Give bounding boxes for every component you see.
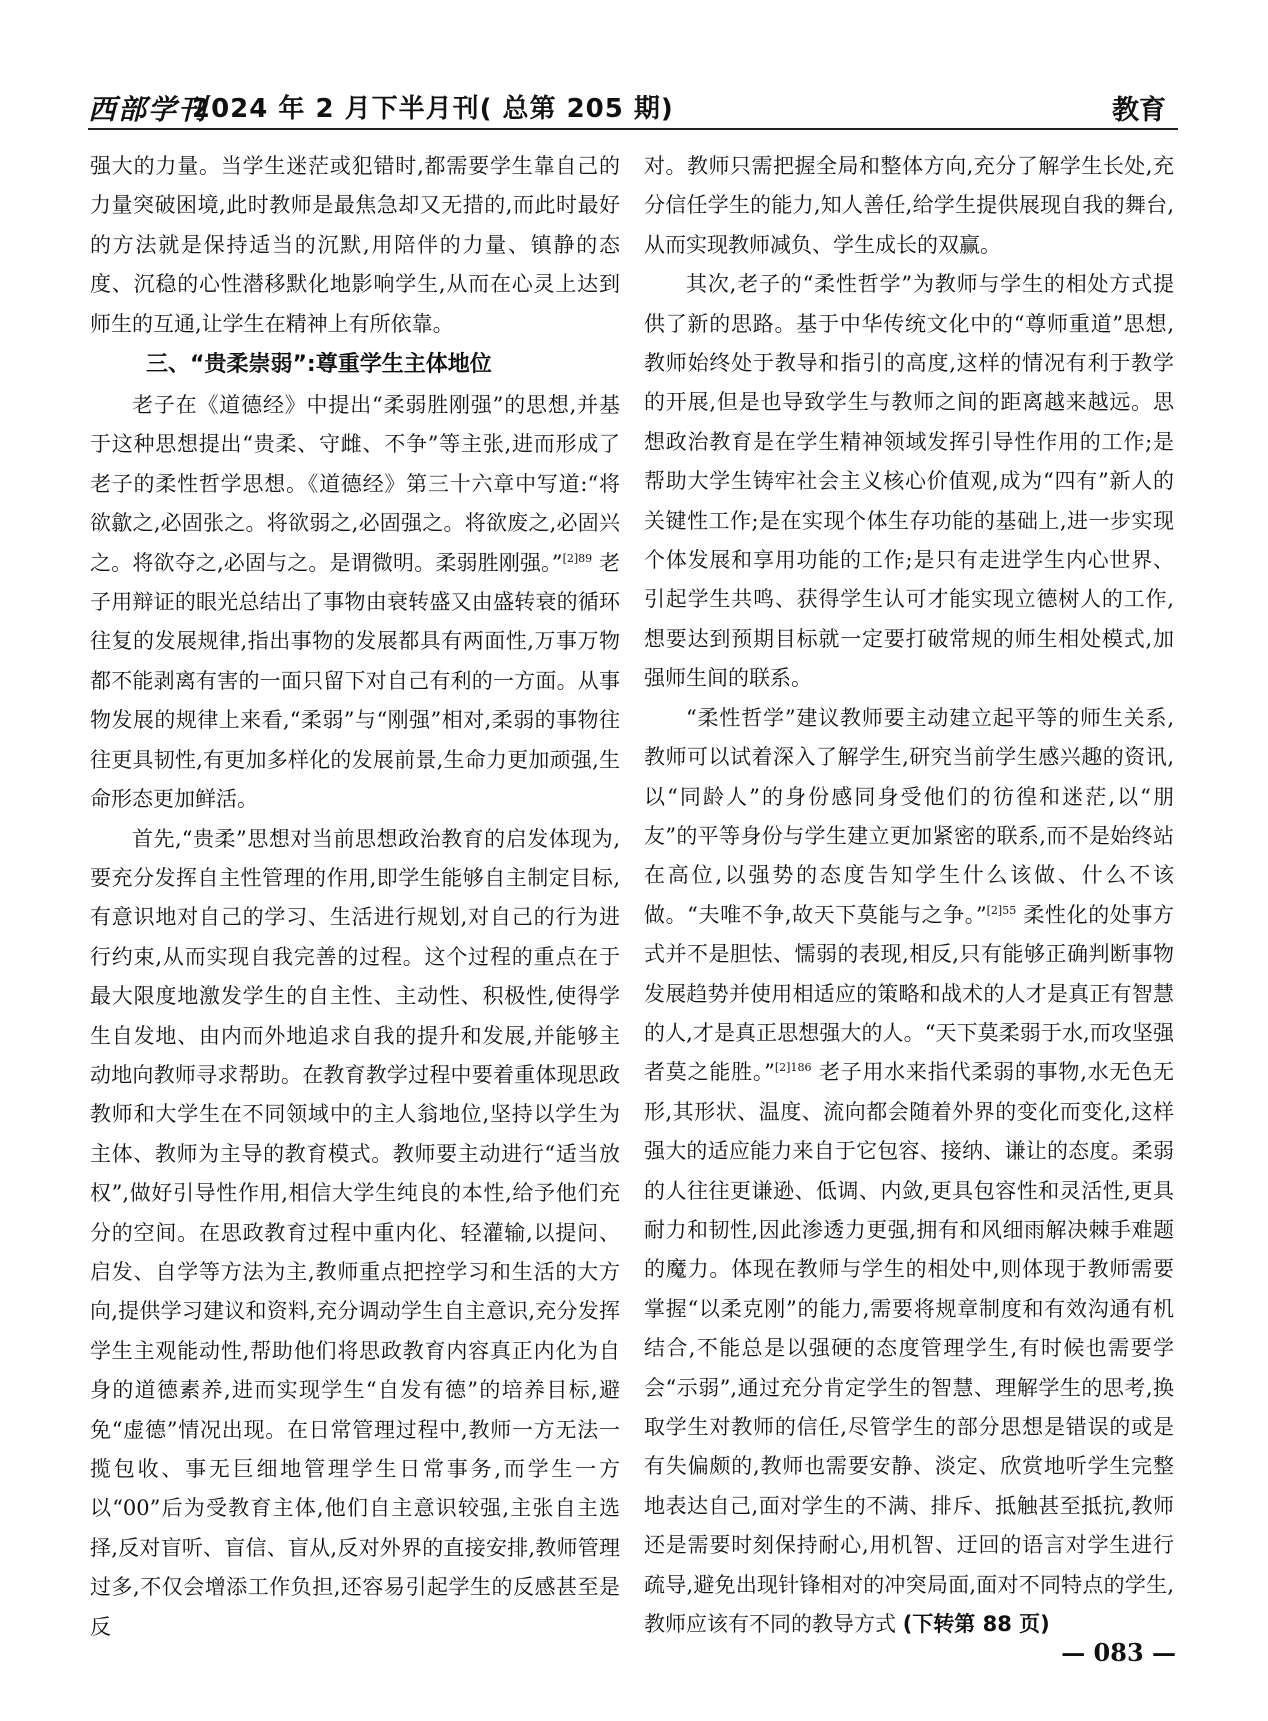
citation-ref: [2]186 [774,1061,812,1075]
paragraph-text: “柔性哲学”建议教师要主动建立起平等的师生关系,教师可以试着深入了解学生,研究当前学生感兴趣的资讯,以“同龄人”的身份感同身受他们的彷徨和迷茫,以“朋友”的平等身份与学生建立更加紧密的联系,而不是始终站在高位,以强势的态度告知学生什么该做、什么不该做。“夫唯不争,故天下莫能与之争。” [644,705,1174,927]
running-header [88,86,1178,126]
paragraph: 首先,“贵柔”思想对当前思想政治教育的启发体现为,要充分发挥自主性管理的作用,即学生能够自主制定目标,有意识地对自己的学习、生活进行规划,对自己的行为进行约束,从而实现自我完善的过程。这个过程的重点在于最大限度地激发学生的自主性、主动性、积极性,使得学生自发地、由内而外地追求自我的提升和发展,并能够主动地向教师寻求帮助。在教育教学过程中要着重体现思政教师和大学生在不同领域中的主人翁地位,坚持以学生为主体、教师为主导的教育模式。教师要主动进行“适当放权”,做好引导性作用,相信大学生纯良的本性,给予他们充分的空间。在思政教育过程中重内化、轻灌输,以提问、启发、自学等方法为主,教师重点把控学习和生活的大方向,提供学习建议和资料,充分调动学生自主意识,充分发挥学生主观能动性,帮助他们将思政教育内容真正内化为自身的道德素养,进而实现学生“自发有德”的培养目标,避免“虚德”情况出现。在日常管理过程中,教师一方无法一揽包收、事无巨细地管理学生日常事务,而学生一方以“00”后为受教育主体,他们自主意识较强,主张自主选择,反对盲听、盲信、盲从,反对外界的直接安排,教师管理过多,不仅会增添工作负担,还容易引起学生的反感甚至是反 [90,826,620,1639]
continuation-note: (下转第 88 页) [902,1612,1050,1637]
header-rule [88,128,1178,130]
paragraph-continued: 对。教师只需把握全局和整体方向,充分了解学生长处,充分信任学生的能力,知人善任,给学生提供展现自我的舞台,从而实现教师减负、学生成长的双赢。 [644,154,1174,257]
section-label: 教育 [1112,95,1166,126]
paragraph-continued: 强大的力量。当学生迷茫或犯错时,都需要学生靠自己的力量突破困境,此时教师是最焦急却又无措的,而此时最好的方法就是保持适当的沉默,用陪伴的力量、镇静的态度、沉稳的心性潜移默化地影响学生,从而在心灵上达到师生的互通,让学生在精神上有所依靠。 [90,154,620,336]
citation-ref: [2]89 [562,551,593,565]
paragraph: 其次,老子的“柔性哲学”为教师与学生的相处方式提供了新的思路。基于中华传统文化中的“尊师重道”思想,教师始终处于教导和指引的高度,这样的情况有利于教学的开展,但是也导致学生与教师之间的距离越来越远。思想政治教育是在学生精神领域发挥引导性作用的工作;是帮助大学生铸牢社会主义核心价值观,成为“四有”新人的关键性工作;是在实现个体生存功能的基础上,进一步实现个体发展和享用功能的工作;是只有走进学生内心世界、引起学生共鸣、获得学生认可才能实现立德树人的工作,想要达到预期目标就一定要打破常规的师生相处模式,加强师生间的联系。 [644,272,1174,691]
citation-ref: [2]55 [986,903,1017,917]
paragraph-text: 老子用辩证的眼光总结出了事物由衰转盛又由盛转衰的循环往复的发展规律,指出事物的发展都具有两面性,万事万物都不能剥离有害的一面只留下对自己有利的一方面。从事物发展的规律上来看,“柔弱”与“刚强”相对,柔弱的事物往往更具韧性,有更加多样化的发展前景,生命力更加顽强,生命形态更加鲜活。 [90,550,620,812]
section-heading: 三、“贵柔崇弱”:尊重学生主体地位 [146,352,492,378]
right-column [644,147,1174,1644]
paragraph-text: 老子在《道德经》中提出“柔弱胜刚强”的思想,并基于这种思想提出“贵柔、守雌、不争”等主张,进而形成了老子的柔性哲学思想。《道德经》第三十六章中写道:“将欲歙之,必固张之。将欲弱之,必固强之。将欲废之,必固兴之。将欲夺之,必固与之。是谓微明。柔弱胜刚强。” [90,393,620,575]
paragraph [90,386,620,819]
paragraph-text: 老子用水来指代柔弱的事物,水无色无形,其形状、温度、流向都会随着外界的变化而变化,这样强大的适应能力来自于它包容、接纳、谦让的态度。柔弱的人往往更谦逊、低调、内敛,更具包容性和灵活性,更具耐力和韧性,因此渗透力更强,拥有和风细雨解决棘手难题的魔力。体现在教师与学生的相处中,则体现于教师需要掌握“以柔克刚”的能力,需要将规章制度和有效沟通有机结合,不能总是以强硬的态度管理学生,有时候也需要学会“示弱”,通过充分肯定学生的智慧、理解学生的思考,换取学生对教师的信任,尽管学生的部分思想是错误的或是有失偏颇的,教师也需要安静、淡定、欣赏地听学生完整地表达自己,面对学生的不满、排斥、抵触甚至抵抗,教师还是需要时刻保持耐心,用机智、迂回的语言对学生进行疏导,避免出现针锋相对的冲突局面,面对不同特点的学生,教师应该有不同的教导方式 [644,1060,1174,1637]
left-column [90,147,620,1647]
paragraph-text: 柔性化的处事方式并不是胆怯、懦弱的表现,相反,只有能够正确判断事物发展趋势并使用相适应的策略和战术的人才是真正有智慧的人,才是真正思想强大的人。“天下莫柔弱于水,而攻坚强者莫之能胜。” [644,902,1174,1085]
paragraph [644,699,1174,1645]
page-number: — 083 — [1061,1638,1176,1667]
issue-info: 2024 年 2 月下半月刊( 总第 205 期) [192,94,674,124]
journal-logo: 西部学刊 [88,93,209,126]
